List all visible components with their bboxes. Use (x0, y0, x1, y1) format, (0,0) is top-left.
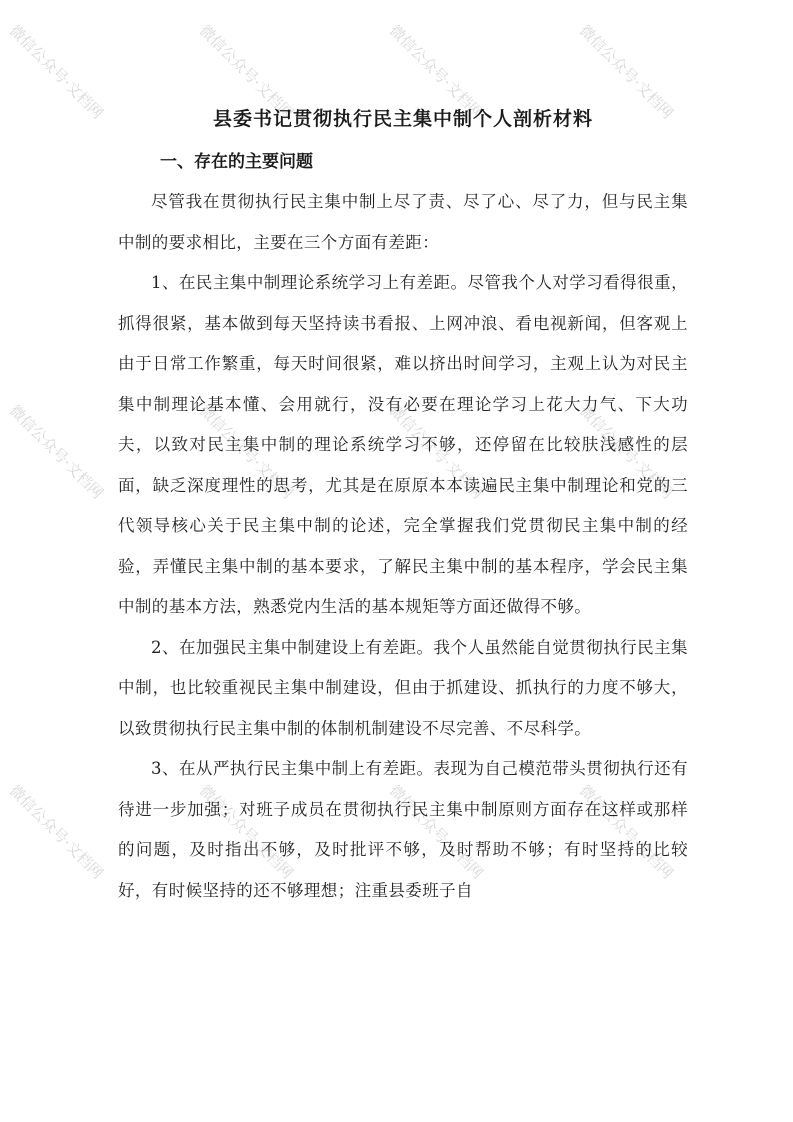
watermark-text: 微信公众号·文档网 (385, 21, 487, 123)
watermark-text: 微信公众号·文档网 (5, 401, 107, 503)
watermark-text: 微信公众号·文档网 (5, 781, 107, 883)
watermark-text: 微信公众号·文档网 (575, 781, 677, 883)
paragraph-intro: 尽管我在贯彻执行民主集中制上尽了责、尽了心、尽了力，但与民主集中制的要求相比，主要在三个方面有差距： (118, 192, 688, 252)
document-body (118, 96, 688, 911)
watermark-text: 微信公众号·文档网 (195, 781, 297, 883)
watermark-text: 微信公众号·文档网 (195, 21, 297, 123)
watermark-text: 微信公众号·文档网 (575, 21, 677, 123)
paragraph-point-2: 2、在加强民主集中制建设上有差距。我个人虽然能自觉贯彻执行民主集中制，也比较重视民主集中制建设，但由于抓建设、抓执行的力度不够大，以致贯彻执行民主集中制的体制机制建设不尽完善、不尽科学。 (118, 637, 688, 738)
paragraph-point-1: 1、在民主集中制理论系统学习上有差距。尽管我个人对学习看得很重，抓得很紧，基本做到每天坚持读书看报、上网冲浪、看电视新闻，但客观上由于日常工作繁重，每天时间很紧，难以挤出时间学习，主观上认为对民主集中制理论基本懂、会用就行，没有必要在理论学习上花大力气、下大功夫，以致对民主集中制的理论系统学习不够，还停留在比较肤浅感性的层面，缺乏深度理性的思考，尤其是在原原本本读遍民主集中制理论和党的三代领导核心关于民主集中制的论述，完全掌握我们党贯彻民主集中制的经验，弄懂民主集中制的基本要求，了解民主集中制的基本程序，学会民主集中制的基本方法，熟悉党内生活的基本规矩等方面还做得不够。 (118, 273, 688, 616)
section-heading: 一、存在的主要问题 (160, 152, 313, 172)
document-title: 县委书记贯彻执行民主集中制个人剖析材料 (212, 108, 593, 130)
watermark-text: 微信公众号·文档网 (195, 401, 297, 503)
watermark-text: 微信公众号·文档网 (575, 401, 677, 503)
paragraph-point-3: 3、在从严执行民主集中制上有差距。表现为自己模范带头贯彻执行还有待进一步加强；对班子成员在贯彻执行民主集中制原则方面存在这样或那样的问题，及时指出不够，及时批评不够，及时帮助不够；有时坚持的比较好，有时候坚持的还不够理想；注重县委班子自 (118, 759, 688, 900)
watermark-text: 微信公众号·文档网 (385, 401, 487, 503)
watermark-text: 微信公众号·文档网 (5, 21, 107, 123)
watermark-text: 微信公众号·文档网 (385, 781, 487, 883)
